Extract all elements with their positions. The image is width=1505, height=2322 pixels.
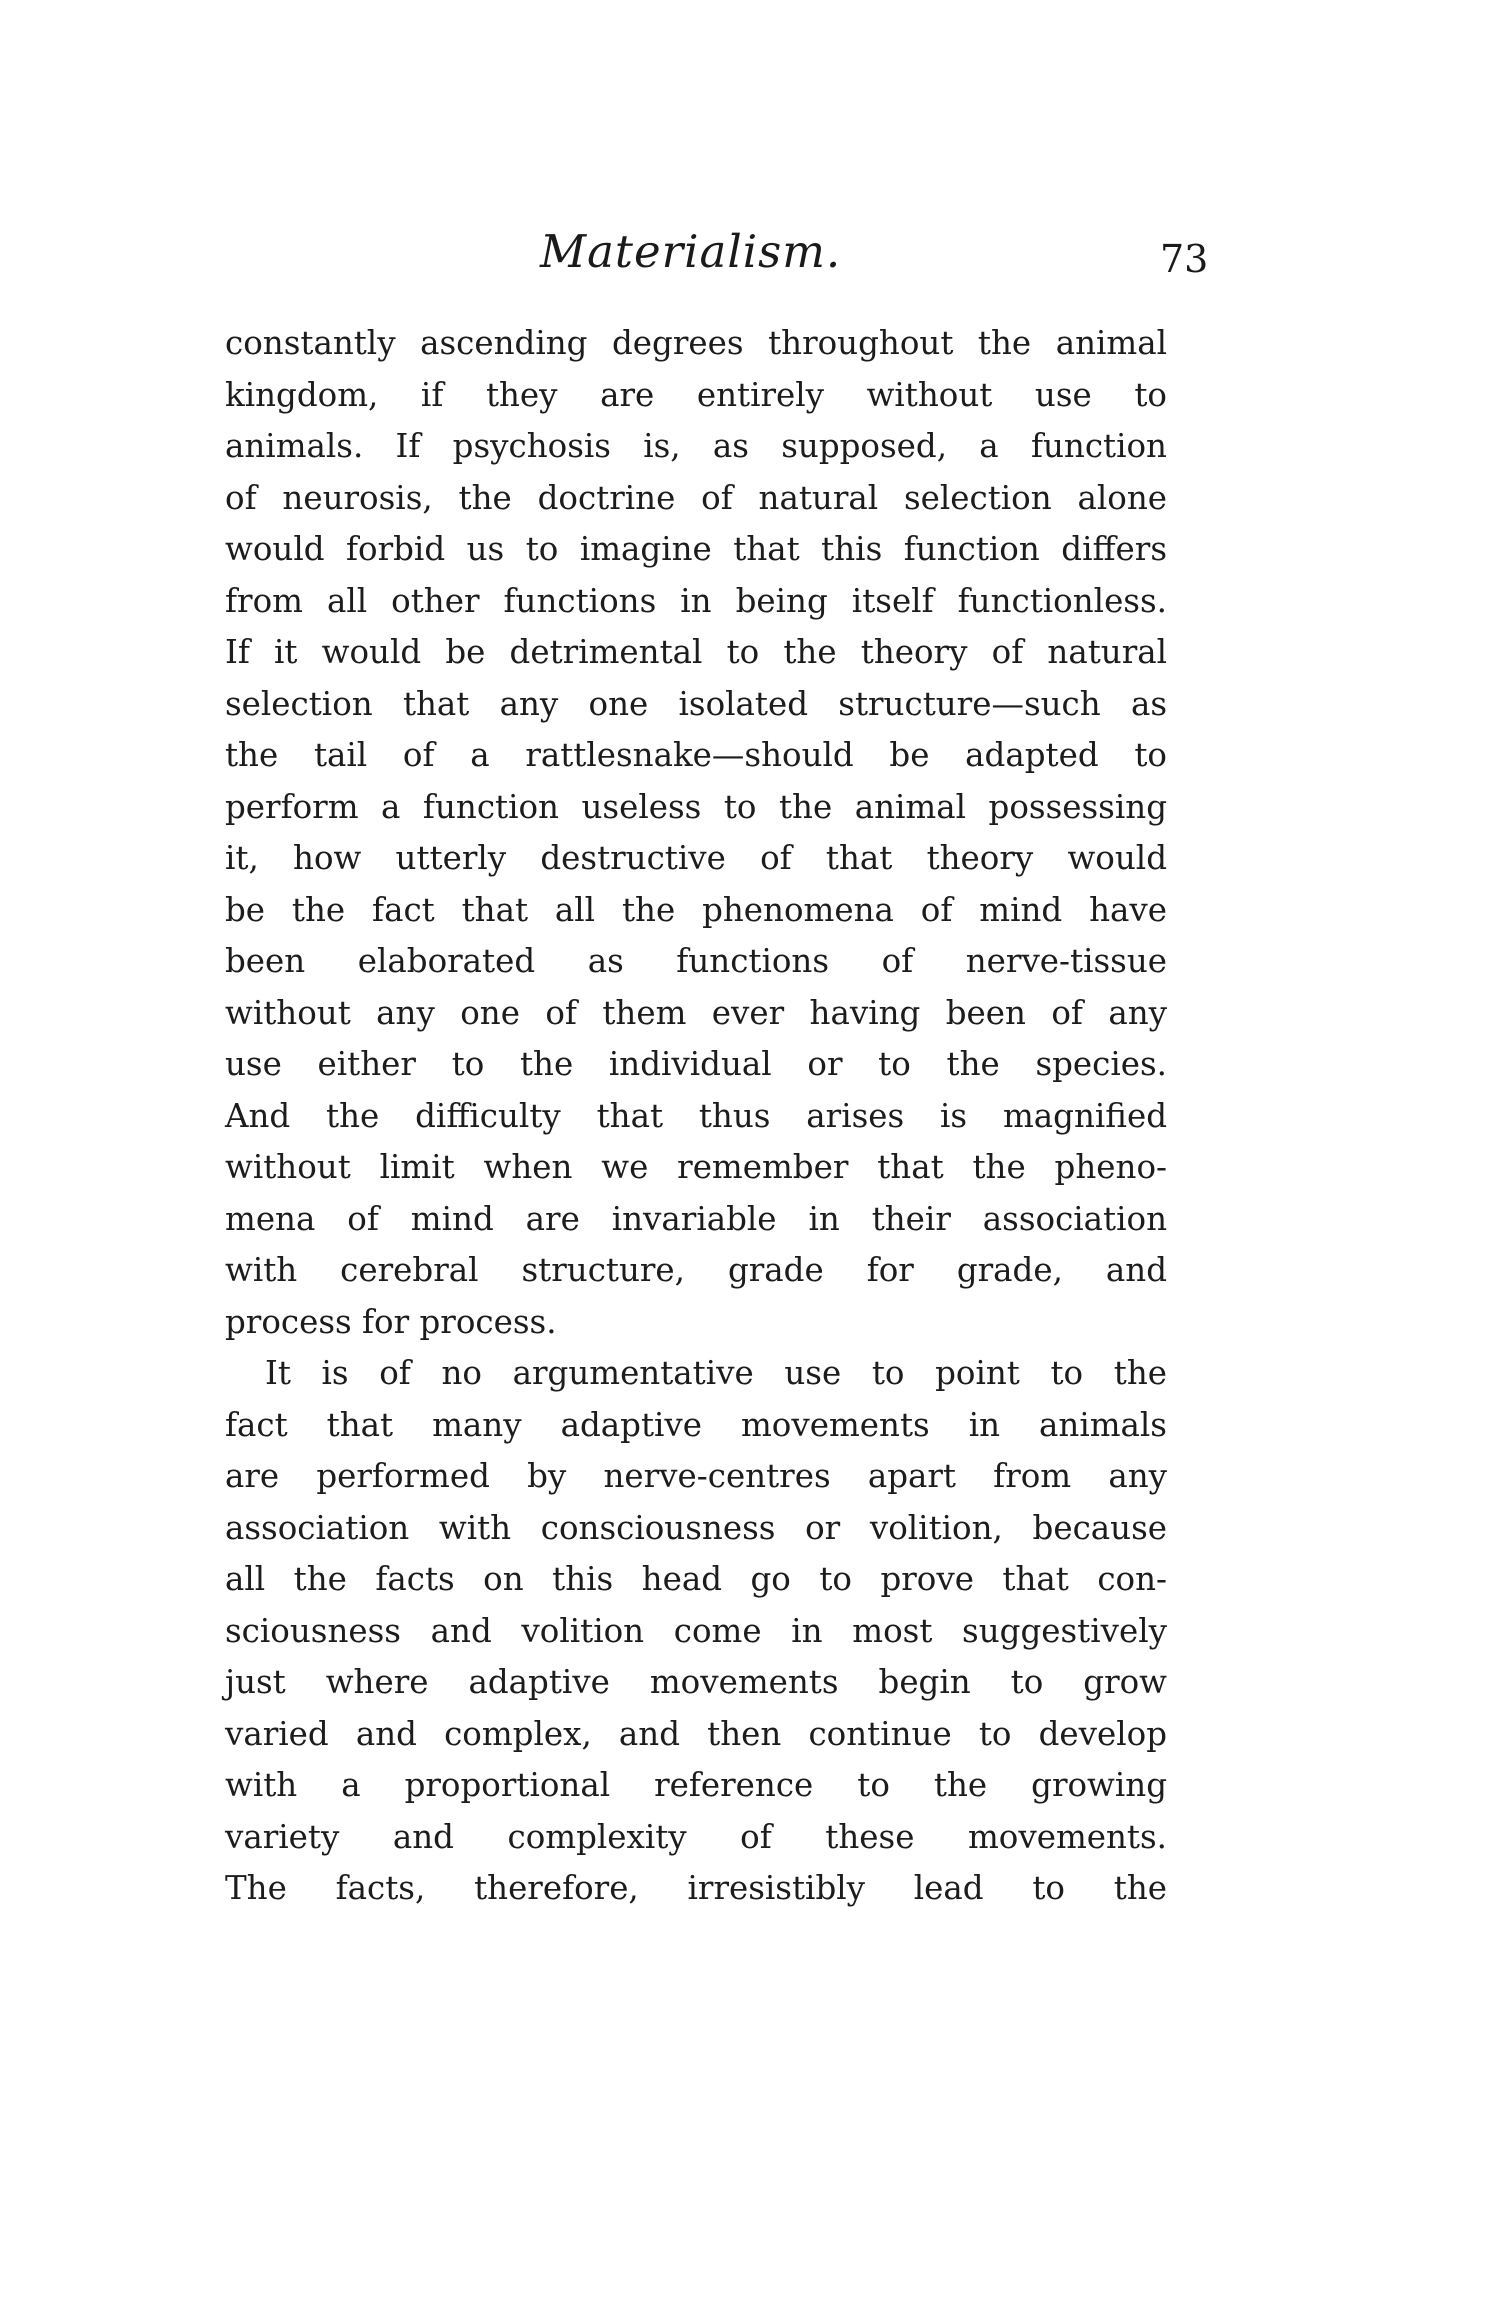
text-line: been elaborated as functions of nerve-tissue [225,942,1167,980]
text-line: It is of no argumentative use to point to the [265,1354,1167,1392]
text-line: animals. If psychosis is, as supposed, a function [225,427,1167,465]
text-line: mena of mind are invariable in their association [225,1199,1167,1238]
text-line: without limit when we remember that the pheno- [225,1148,1167,1186]
text-line: it, how utterly destructive of that theory would [225,839,1167,877]
text-line: be the fact that all the phenomena of mind have [225,890,1167,929]
text-line: would forbid us to imagine that this function differs [225,530,1167,568]
text-line: variety and complexity of these movements. [225,1817,1167,1856]
text-line: all the facts on this head go to prove that con- [225,1560,1167,1598]
text-line: selection that any one isolated structure—such as [225,684,1167,723]
text-line: with cerebral structure, grade for grade, and [225,1251,1167,1289]
text-line: The facts, therefore, irresistibly lead to the [225,1869,1167,1907]
page-number: 73 [1160,237,1209,281]
text-line: kingdom, if they are entirely without use to [225,375,1167,414]
text-line: are performed by nerve-centres apart from any [225,1457,1167,1495]
text-line: constantly ascending degrees throughout the animal [225,324,1167,362]
text-line: fact that many adaptive movements in animals [225,1405,1167,1444]
text-line: use either to the individual or to the species. [225,1045,1167,1083]
text-line: sciousness and volition come in most suggestively [225,1611,1167,1650]
text-line: If it would be detrimental to the theory of natural [225,633,1167,671]
text-line: And the difficulty that thus arises is magnified [225,1096,1167,1135]
text-line: association with consciousness or volition, because [225,1508,1167,1547]
text-line: process for process. [225,1302,557,1341]
text-line: with a proportional reference to the growing [225,1766,1167,1804]
text-line: from all other functions in being itself functionless. [225,581,1167,620]
text-line: the tail of a rattlesnake—should be adapted to [225,736,1167,774]
text-line: of neurosis, the doctrine of natural selection alone [225,478,1167,517]
text-line: varied and complex, and then continue to develop [225,1714,1167,1753]
text-line: perform a function useless to the animal possessing [225,787,1167,826]
text-line: just where adaptive movements begin to grow [225,1663,1167,1701]
running-title: Materialism. [540,225,842,278]
page-header [225,225,1225,295]
body-text [225,318,1167,1915]
text-line: without any one of them ever having been of any [225,993,1167,1032]
